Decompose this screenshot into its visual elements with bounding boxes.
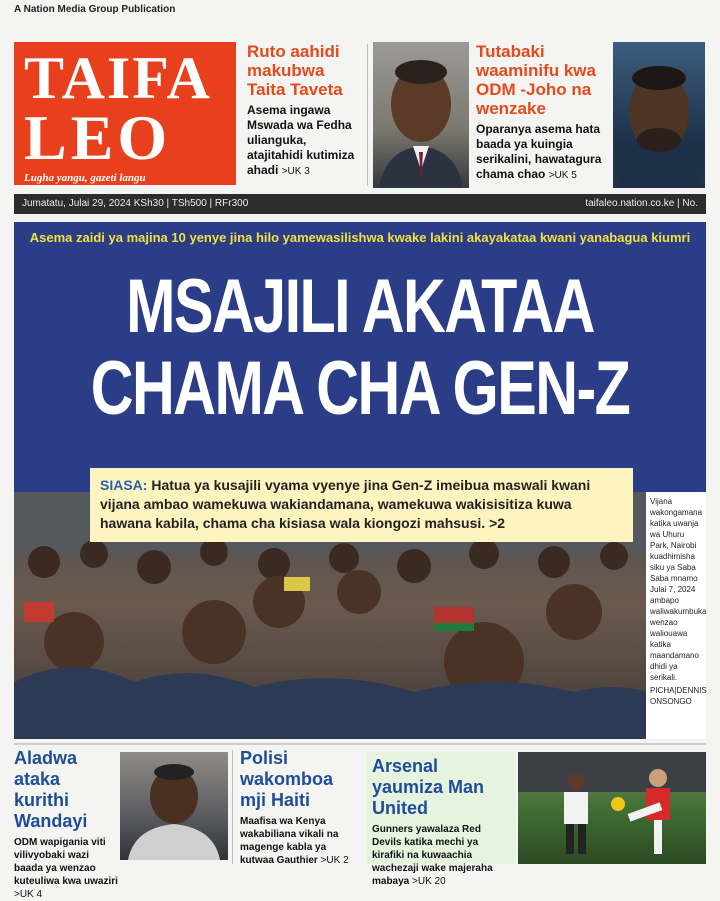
page-ref: >UK 5 — [548, 170, 577, 181]
bottom-headline: Polisi wakomboa mji Haiti — [240, 748, 334, 810]
page-ref: >UK 20 — [412, 876, 446, 887]
main-headline-line2: CHAMA CHA GEN-Z — [90, 346, 630, 431]
date-price-line: Jumatatu, Julai 29, 2024 KSh30 | TSh500 | RFr300 — [22, 198, 249, 209]
main-kicker: Asema zaidi ya majina 10 yenye jina hilo yamewasilishwa kwake lakini akayakataa kwani yanabagua kiumri — [29, 230, 691, 245]
main-summary — [90, 468, 633, 542]
masthead-slogan: Lugha yangu, gazeti langu — [24, 172, 146, 184]
summary-text: Hatua ya kusajili vyama vyenye jina Gen-Z imeibua maswali kwani vijana ambao wamekuwa wakiandamana, wamekuwa wakisisitiza kuwa hawana kabila, chama cha kisiasa wala kiongozi mahsusi. — [100, 477, 591, 531]
bottom-body-text: Gunners yawalaza Red Devils katika mechi ya kirafiki na kuwaachia wachezaji wake majeraha mabaya — [372, 824, 493, 887]
website-line[interactable]: taifaleo.nation.co.ke | No. — [585, 198, 698, 209]
summary-label: SIASA: — [100, 477, 148, 493]
portrait-illustration — [373, 42, 469, 188]
page-ref: >UK 3 — [281, 166, 310, 177]
section-divider — [14, 743, 706, 745]
photo-joho — [613, 42, 705, 188]
teaser-body-text: Oparanya asema hata baada ya kuingia serikalini, hawatagura chama chao — [476, 122, 602, 181]
teaser-ruto[interactable] — [247, 42, 365, 188]
teaser-body-text: Asema ingawa Mswada wa Fedha ulianguka, atajitahidi kutimiza ahadi — [247, 103, 355, 177]
bottom-body — [14, 836, 118, 901]
summary-page-ref: >2 — [489, 515, 506, 531]
main-story[interactable] — [14, 222, 706, 739]
photo-credit: PICHA|DENNIS ONSONGO — [650, 686, 707, 706]
masthead-title-line2: LEO — [24, 102, 172, 173]
teaser-joho[interactable] — [476, 42, 606, 188]
divider — [367, 44, 368, 186]
teaser-body — [476, 122, 606, 183]
photo-football — [518, 752, 706, 864]
publisher-line: A Nation Media Group Publication — [14, 4, 176, 15]
main-headline — [90, 266, 630, 430]
bottom-headline: Arsenal yaumiza Man United — [372, 756, 485, 818]
portrait-illustration — [120, 752, 228, 860]
page-ref: >UK 4 — [14, 889, 43, 900]
bottom-body — [240, 815, 358, 867]
football-illustration — [518, 752, 706, 864]
page-ref: >UK 2 — [320, 855, 349, 866]
bottom-story-arsenal[interactable] — [366, 752, 516, 887]
teaser-headline: Ruto aahidi makubwa Taita Taveta — [247, 42, 343, 99]
bottom-story-haiti[interactable] — [240, 748, 358, 867]
photo-caption — [646, 492, 706, 739]
bottom-headline: Aladwa ataka kurithi Wandayi — [14, 748, 88, 831]
bottom-story-aladwa[interactable] — [14, 748, 118, 901]
bottom-body-text: ODM wapigania viti vilivyobaki wazi baada ya wenzao kuteuliwa kwa uwaziri — [14, 837, 118, 887]
masthead[interactable] — [14, 42, 236, 185]
masthead-title-line1: TAIFA — [24, 45, 212, 111]
teaser-body — [247, 103, 365, 179]
bottom-body-text: Maafisa wa Kenya wakabiliana vikali na magenge kabla ya kutwaa Gauthier — [240, 816, 339, 866]
photo-oparanya — [373, 42, 469, 188]
main-headline-line1: MSAJILI AKATAA — [126, 264, 594, 349]
photo-aladwa — [120, 752, 228, 860]
date-bar — [14, 194, 706, 214]
divider — [232, 750, 233, 864]
caption-text: Vijana wakongamana katika uwanja wa Uhuru Park, Nairobi kuadhimisha siku ya Saba Saba mnamo Julai 7, 2024 ambapo waliwakumbuka wenzao waliouawa katika maandamano dhidi ya serikali. — [650, 497, 707, 682]
portrait-illustration — [613, 42, 705, 188]
teaser-headline: Tutabaki waaminifu kwa ODM -Joho na wenzake — [476, 42, 596, 118]
bottom-body — [372, 823, 510, 888]
